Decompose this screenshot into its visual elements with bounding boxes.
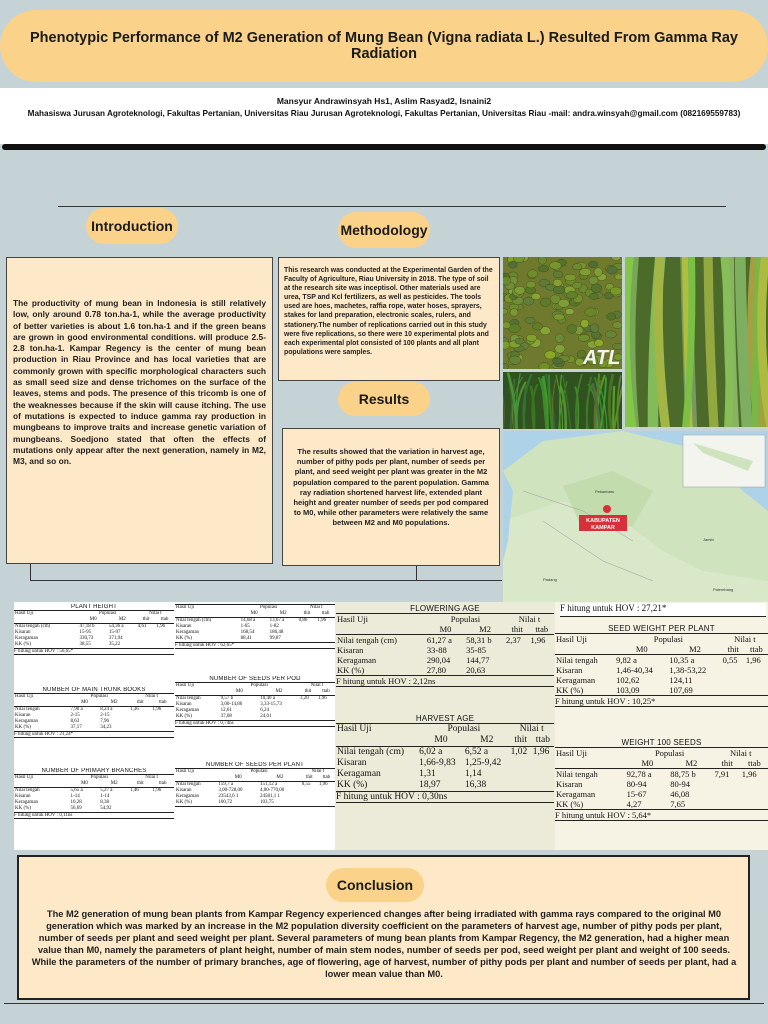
map-place-1: Padang bbox=[543, 577, 557, 582]
table-seeds-per-plant: NUMBER OF SEEDS PER PLANT Hasil Uji Populasi Nilai t M0 M2 thit ttab Nilai tengah 159,7 a 151,12 a 0,55 1,96 Kisaran 3,00-728,00 4,00-770,00 Keragaman 23543,6 1 24581,1 1 KK (%) 100,72 103,75 bbox=[175, 762, 335, 807]
col-populasi: Populasi bbox=[626, 748, 714, 759]
methodology-box bbox=[278, 257, 500, 381]
table-row: Kisaran 1,66-9,83 1,25-9,42 bbox=[337, 758, 502, 768]
table-seeds-per-pod: NUMBER OF SEEDS PER POD Hasil Uji Populasi Nilai t M0 M2 thit ttab Nilai tengah 9,57 b 10,40 a 3,20 1,96 Kisaran 3,00-14,86 3,33-15,73 Keragaman 12,61 6,24 KK (%) 37,08 24,01 F hitung untuk HOV : 0,74ns bbox=[175, 676, 335, 727]
col-populasi: Populasi bbox=[217, 769, 300, 776]
map-place-0: Pekanbaru bbox=[595, 489, 615, 494]
table-title: NUMBER OF SEEDS PER POD bbox=[209, 676, 301, 682]
title-banner bbox=[0, 10, 768, 82]
table-title: NUMBER OF PRIMARY BRANCHES bbox=[41, 768, 147, 774]
table-row: KK (%) 27,80 20,63 bbox=[336, 665, 554, 676]
table-title: FLOWERING AGE bbox=[410, 604, 480, 613]
table-harvest-age: HARVEST AGE Hasil Uji Populasi Nilai t M0 M2 thit ttab Nilai tengah (cm) 6,02 a 6,52 a 1,02 1,96 Kisaran 1,66-9,83 1,25-9,42 Keragaman 1,31 1,14 KK (%) 18,97 16,38 F hitung untuk HOV : 0,30ns bbox=[336, 714, 554, 803]
table-row: Kisaran 1-65 1-82 bbox=[176, 624, 279, 629]
section-divider bbox=[58, 206, 726, 207]
col-populasi: Populasi bbox=[240, 605, 298, 612]
table-footer: F hitung untuk HOV : 0,74ns bbox=[175, 721, 335, 727]
introduction-heading: Introduction bbox=[91, 218, 173, 234]
table-row: Keragaman 15-67 46,08 bbox=[556, 789, 690, 799]
table-row: KK (%) 88,41 99,87 bbox=[175, 636, 335, 643]
author-block bbox=[0, 88, 768, 144]
col-hasil-uji: Hasil Uji bbox=[14, 694, 70, 701]
table-row: Nilai tengah 159,7 a 151,12 a 0,55 1,96 bbox=[176, 782, 328, 787]
table-footer: F hitung untuk HOV : 62,65* bbox=[175, 643, 335, 649]
table-row: Kisaran 3,00-728,00 4,00-770,00 bbox=[176, 788, 285, 793]
col-hasil-uji: Hasil Uji bbox=[555, 634, 615, 645]
map-label-line2: KAMPAR bbox=[591, 525, 615, 531]
col-populasi: Populasi bbox=[615, 634, 722, 645]
table-row: KK (%) 4,27 7,65 bbox=[555, 799, 768, 810]
col-populasi: Populasi bbox=[426, 614, 505, 625]
table-row: Keragaman 12,61 6,24 bbox=[176, 708, 269, 713]
section-divider-h bbox=[30, 580, 502, 581]
header-divider bbox=[2, 144, 766, 150]
table-seed-weight-per-plant: SEED WEIGHT PER PLANT Hasil Uji Populasi Nilai t M0 M2 thit ttab Nilai tengah 9,82 a 10,35 a 0,55 1,96 Kisaran 1,46-40,34 1,38-53,22 Keragaman 102,62 124,11 KK (%) 103,09 107,69 F hitung untuk HOV : 10,25* bbox=[555, 624, 768, 707]
table-row: Keragaman 1,31 1,14 bbox=[337, 769, 482, 779]
table-row: Nilai tengah 9,82 a 10,35 a 0,55 1,96 bbox=[556, 655, 761, 665]
col-nilai-t: Nilai t bbox=[510, 724, 554, 736]
col-hasil-uji: Hasil Uji bbox=[555, 748, 626, 759]
partial-footer bbox=[560, 603, 766, 617]
table-footer: F hitung untuk HOV : 10,25* bbox=[555, 696, 768, 707]
col-populasi: Populasi bbox=[220, 683, 299, 690]
col-populasi: Populasi bbox=[78, 611, 136, 618]
col-hasil-uji: Hasil Uji bbox=[175, 605, 240, 612]
col-hasil-uji: Hasil Uji bbox=[175, 769, 217, 776]
field-image bbox=[503, 372, 622, 429]
table-footer: F hitung untuk HOV : 2,12ns bbox=[336, 676, 554, 687]
pods-image bbox=[625, 257, 768, 427]
table-row: Nilai tengah (cm) 6,02 a 6,52 a 1,02 1,96 bbox=[337, 747, 550, 757]
table-row: KK (%) 100,72 103,75 bbox=[175, 800, 335, 807]
col-populasi: Populasi bbox=[418, 724, 509, 736]
poster-title: Phenotypic Performance of M2 Generation of Mung Bean (Vigna radiata L.) Resulted From Gamma Ray Radiation bbox=[30, 30, 738, 62]
table-plant-height: PLANT HEIGHT Hasil Uji Populasi Nilai t M0 M2 thit ttab Nilai tengah (cm) 47,18 b 54,36 a 4,61 1,96 Kisaran 15-95 15-97 Keragaman 330,73 371,94 KK (%) 38,55 35,22 F hitung untuk HOV : 56,65* bbox=[14, 604, 174, 655]
watermark-text: ATL bbox=[583, 347, 621, 369]
table-row: Kisaran 3,00-14,86 3,33-15,73 bbox=[176, 702, 282, 707]
map-place-3: Palembang bbox=[713, 587, 734, 592]
table-row: Keragaman 330,73 371,94 bbox=[15, 636, 123, 641]
table-weight-100-seeds: WEIGHT 100 SEEDS Hasil Uji Populasi Nilai t M0 M2 thit ttab Nilai tengah 92,78 a 88,75 b 7,91 1,96 Kisaran 80-94 80-94 Keragaman 15-67 46,08 KK (%) 4,27 7,65 F hitung untuk HOV : 5,64* bbox=[555, 738, 768, 821]
table-main-trunk-books: NUMBER OF MAIN TRUNK BOOKS Hasil Uji Populasi Nilai t M0 M2 thit ttab Nilai tengah 7,90 a 8,24 a 1,36 1,96 Kisaran 2-15 2-15 Keragaman 8,63 7,96 KK (%) 37,17 34,23 F hitung untuk HOV : 21,24* bbox=[14, 687, 174, 738]
conclusion-heading: Conclusion bbox=[336, 877, 414, 893]
table-title: PLANT HEIGHT bbox=[71, 604, 117, 610]
methodology-heading: Methodology bbox=[340, 222, 428, 238]
col-nilai-t: Nilai t bbox=[137, 611, 174, 618]
col-nilai-t: Nilai t bbox=[299, 683, 335, 690]
table-row: Kisaran 1,46-40,34 1,38-53,22 bbox=[556, 665, 707, 675]
introduction-box bbox=[6, 257, 273, 564]
table-title: HARVEST AGE bbox=[415, 714, 475, 723]
conclusion-heading-pill bbox=[326, 868, 424, 902]
table-row: Keragaman 102,62 124,11 bbox=[556, 675, 693, 685]
table-footer: F hitung untuk HOV : 21,24* bbox=[14, 732, 174, 738]
mung-bean-field-photo bbox=[503, 372, 622, 429]
table-row: Keragaman 290,04 144,77 bbox=[337, 655, 490, 665]
table-title: NUMBER OF MAIN TRUNK BOOKS bbox=[42, 687, 146, 693]
table-flowering-age: FLOWERING AGE Hasil Uji Populasi Nilai t M0 M2 thit ttab Nilai tengah (cm) 61,27 a 58,31 b 2,37 1,96 Kisaran 33-88 35-85 Keragaman 290,04 144,77 KK (%) 27,80 20,63 F hitung untuk HOV : 2,12ns bbox=[336, 604, 554, 687]
table-row: Nilai tengah (cm) 14,68 a 13,67 a 0,86 1,96 bbox=[176, 618, 327, 623]
authors: Mansyur Andrawinsyah Hs1, Aslim Rasyad2, Isnaini2 bbox=[276, 96, 492, 106]
col-hasil-uji: Hasil Uji bbox=[14, 611, 78, 618]
col-nilai-t: Nilai t bbox=[714, 748, 768, 759]
table-row: Keragaman 8,63 7,96 bbox=[15, 719, 110, 724]
partial-footer-text: F hitung untuk HOV : 27,21* bbox=[560, 603, 667, 613]
table-row: KK (%) 103,09 107,69 bbox=[555, 685, 768, 696]
table-row: Kisaran 1-14 1-14 bbox=[15, 794, 110, 799]
table-row: KK (%) 37,17 34,23 bbox=[14, 725, 174, 732]
col-populasi: Populasi bbox=[70, 775, 130, 782]
col-populasi: Populasi bbox=[70, 694, 130, 701]
table-footer: F hitung untuk HOV : 56,65* bbox=[14, 649, 174, 655]
conclusion-text: The M2 generation of mung bean plants from Kampar Regency experienced changes after being irradiated with gamma rays compared to the original M0 generation which was marked by an increase in the M2 population diversity coefficient on the parameters of harvest age, number of pithy pods per plant, number of seeds per plant and seed weight per plant. Several parameters of mung bean plants from Kampar Regency, the M2 generation, had a higher mean value than M0, namely the parameters of plant height, number of main stem nodes, number of seeds per pod, seed weight per plant and weight of 100 seeds. While the parameters of the number of primary branches, age of flowering, age of harvest, number of pithy pods per plant and number of seeds per plant, had a lower mean value than M0. bbox=[31, 909, 737, 979]
col-nilai-t: Nilai t bbox=[301, 769, 335, 776]
col-nilai-t: Nilai t bbox=[505, 614, 554, 625]
map-pin-icon bbox=[603, 505, 611, 513]
table-title: WEIGHT 100 SEEDS bbox=[621, 738, 702, 747]
results-heading: Results bbox=[358, 391, 410, 407]
bottom-divider bbox=[4, 1003, 764, 1004]
col-nilai-t: Nilai t bbox=[298, 605, 335, 612]
col-nilai-t: Nilai t bbox=[129, 775, 174, 782]
table-title: NUMBER OF SEEDS PER PLANT bbox=[205, 762, 305, 768]
map-place-2: Jambi bbox=[703, 537, 714, 542]
affiliation: Mahasiswa Jurusan Agroteknologi, Fakultas Pertanian, Universitas Riau Jurusan Agroteknologi, Fakultas Pertanian, Universitas Riau -mail: andra.winsyah@gmail.com (082169559783) bbox=[27, 109, 741, 118]
table-footer: F hitung untuk HOV : 0,11ns bbox=[14, 813, 174, 819]
results-text: The results showed that the variation in harvest age, number of pithy pods per plant, number of seeds per plant, and seed weight per plant was greater in the M2 population compared to the parent population. Gamma ray radiation shortened harvest life, extended plant height and greater number of seeds per pod compared to M0, while other parameters were relatively the same between M2 and M0 populations. bbox=[293, 447, 489, 528]
table-primary-branches: NUMBER OF PRIMARY BRANCHES Hasil Uji Populasi Nilai t M0 M2 thit ttab Nilai tengah 5,65 a 5,27 a 1,46 1,96 Kisaran 1-14 1-14 Keragaman 10,28 8,38 KK (%) 56,69 54,92 F hitung untuk HOV : 0,11ns bbox=[14, 768, 174, 819]
table-row: KK (%) 56,69 54,92 bbox=[14, 806, 174, 813]
methodology-heading-pill bbox=[338, 212, 430, 248]
table-row: Nilai tengah 5,65 a 5,27 a 1,46 1,96 bbox=[15, 788, 162, 793]
col-hasil-uji: Hasil Uji bbox=[175, 683, 220, 690]
table-row: KK (%) 37,08 24,01 bbox=[175, 714, 335, 721]
table-row: Nilai tengah (cm) 47,18 b 54,36 a 4,61 1,96 bbox=[15, 624, 166, 629]
table-row: KK (%) 18,97 16,38 bbox=[336, 780, 554, 792]
map-label: KABUPATEN bbox=[586, 518, 620, 524]
mung-bean-pods-photo bbox=[625, 257, 768, 427]
results-heading-pill bbox=[338, 382, 430, 416]
results-box bbox=[282, 428, 500, 566]
table-row: Nilai tengah 7,90 a 8,24 a 1,36 1,96 bbox=[15, 707, 162, 712]
table-row: Kisaran 15-95 15-97 bbox=[15, 630, 121, 635]
table-row: Keragaman 168,54 186,48 bbox=[176, 630, 284, 635]
introduction-heading-pill bbox=[86, 208, 178, 244]
col-hasil-uji: Hasil Uji bbox=[14, 775, 70, 782]
table-row: Keragaman 23543,6 1 24581,1 1 bbox=[176, 794, 281, 799]
methodology-text: This research was conducted at the Experimental Garden of the Faculty of Agriculture, Riau University in 2018. The type of soil at the research site was inceptisol. Other materials used are urea, TSP and Kcl fertilizers, as well as pesticides. The tools used are hoes, machetes, raffia rope, water hoses, sprayers, stakes for land preparation, electronic scales, rulers, and stationery.The number of replications carried out in this study were five replications, so there were 10 experimental plots and each experimental plot consisted of 100 plants and all plant populations were samples. bbox=[284, 267, 493, 356]
table-row: Keragaman 10,28 8,38 bbox=[15, 800, 110, 805]
col-nilai-t: Nilai t bbox=[129, 694, 174, 701]
table-row: Kisaran 33-88 35-85 bbox=[337, 645, 486, 655]
table-row: Kisaran 2-15 2-15 bbox=[15, 713, 110, 718]
table-row: KK (%) 38,55 35,22 bbox=[14, 642, 174, 649]
kampar-map bbox=[503, 431, 768, 606]
col-nilai-t: Nilai t bbox=[722, 634, 768, 645]
col-hasil-uji: Hasil Uji bbox=[336, 614, 426, 625]
col-hasil-uji: Hasil Uji bbox=[336, 724, 418, 736]
table-title: SEED WEIGHT PER PLANT bbox=[608, 624, 715, 633]
table-row: Kisaran 80-94 80-94 bbox=[556, 779, 691, 789]
introduction-text: The productivity of mung bean in Indonesia is still relatively low, only around 0.78 ton.ha-1, while the average productivity of better varieties is about 1.6 ton.ha-1 and if the green beans are grown in good environmental conditions. will produce 2.5- 2.8 ton.ha-1. Kampar Regency is the center of mung bean production in Riau Province and has local varieties that are commonly grown with specific morphological characters such as small seed size and dense trichomes on the surface of the leaves, stems and pods. The presence of this tricomb is one of the weaknesses because if the skin will cause itching. The use of mutations is expected to induce gamma ray production in mungbeans to improve traits and increase genetic variation of mungbeans. Soedjono stated that often the effects of mutations only appear after the next generation, namely in M2, M3, and so on. bbox=[13, 298, 266, 467]
map-image bbox=[503, 431, 768, 606]
table-col2-a: Hasil Uji Populasi Nilai t M0 M2 thit ttab Nilai tengah (cm) 14,68 a 13,67 a 0,86 1,96 Kisaran 1-65 1-82 Keragaman 168,54 186,48 KK (%) 88,41 99,87 F hitung untuk HOV : 62,65* bbox=[175, 604, 335, 649]
table-footer: F hitung untuk HOV : 0,30ns bbox=[336, 792, 554, 803]
table-row: Nilai tengah 9,57 b 10,40 a 3,20 1,96 bbox=[176, 696, 327, 701]
table-row: Nilai tengah 92,78 a 88,75 b 7,91 1,96 bbox=[556, 769, 757, 779]
table-footer: F hitung untuk HOV : 5,64* bbox=[555, 810, 768, 821]
table-row: Nilai tengah (cm) 61,27 a 58,31 b 2,37 1,96 bbox=[337, 635, 546, 645]
